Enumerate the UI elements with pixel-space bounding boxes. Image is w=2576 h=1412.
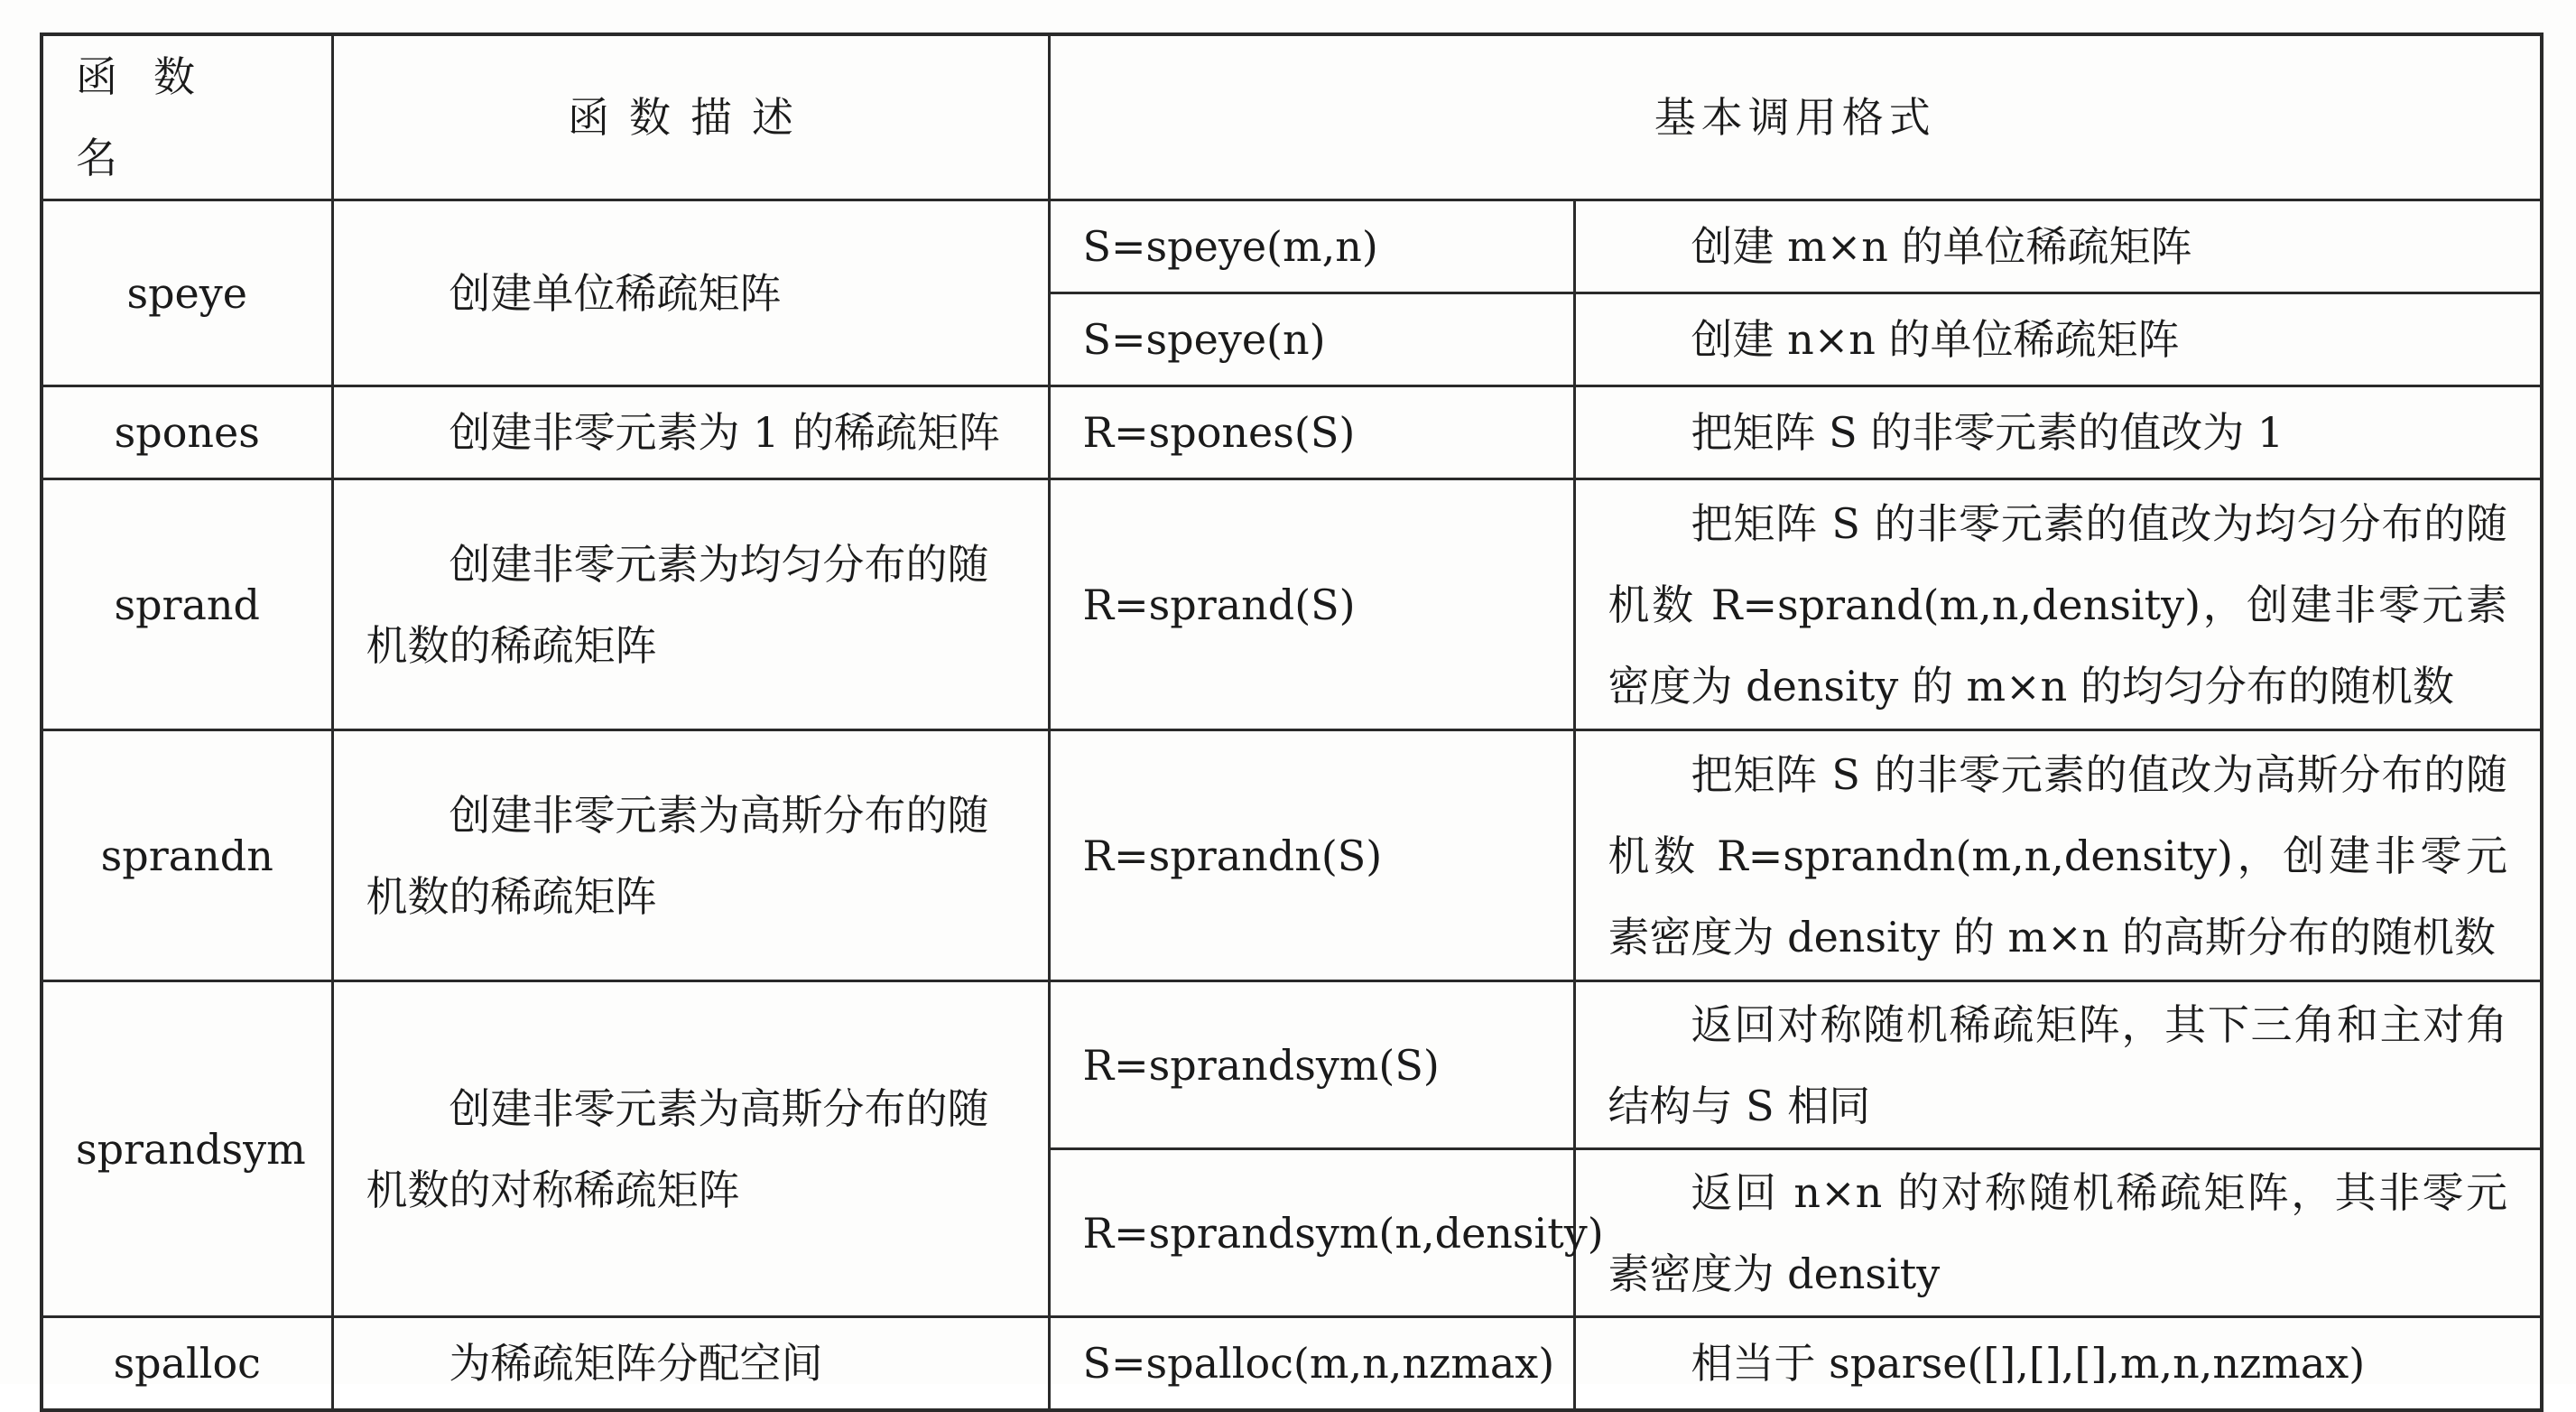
function-description: 创建非零元素为高斯分布的随机数的对称稀疏矩阵: [332, 981, 1049, 1317]
function-description: 创建非零元素为均匀分布的随机数的稀疏矩阵: [332, 479, 1049, 730]
call-format: R=spones(S): [1049, 386, 1574, 479]
call-note: 相当于 sparse([],[],[],m,n,nzmax): [1574, 1317, 2542, 1410]
call-format: S=speye(n): [1049, 293, 1574, 386]
function-name: spones: [42, 386, 332, 479]
header-function-name: 函数名: [42, 34, 332, 200]
sparse-function-table: [40, 33, 2544, 1412]
header-call-format: 基本调用格式: [1049, 34, 2542, 200]
function-name: spalloc: [42, 1317, 332, 1410]
call-format: R=sprandsym(n,density): [1049, 1149, 1574, 1317]
function-name: speye: [42, 200, 332, 386]
call-format: S=speye(m,n): [1049, 200, 1574, 293]
call-note: 把矩阵 S 的非零元素的值改为高斯分布的随机数 R=sprandn(m,n,density)，创建非零元素密度为 density 的 m×n 的高斯分布的随机数: [1574, 730, 2542, 981]
call-format: S=spalloc(m,n,nzmax): [1049, 1317, 1574, 1410]
call-note: 创建 m×n 的单位稀疏矩阵: [1574, 200, 2542, 293]
call-note: 把矩阵 S 的非零元素的值改为 1: [1574, 386, 2542, 479]
table-row: [42, 479, 2542, 730]
table-header-row: [42, 34, 2542, 200]
function-name: sprandsym: [42, 981, 332, 1317]
function-description: 为稀疏矩阵分配空间: [332, 1317, 1049, 1410]
function-name: sprand: [42, 479, 332, 730]
function-description: 创建单位稀疏矩阵: [332, 200, 1049, 386]
call-format: R=sprandn(S): [1049, 730, 1574, 981]
call-note: 返回对称随机稀疏矩阵，其下三角和主对角结构与 S 相同: [1574, 981, 2542, 1149]
call-note: 创建 n×n 的单位稀疏矩阵: [1574, 293, 2542, 386]
table-row: [42, 730, 2542, 981]
function-name: sprandn: [42, 730, 332, 981]
table-row: [42, 386, 2542, 479]
table-row: [42, 200, 2542, 293]
header-function-description: 函数描述: [332, 34, 1049, 200]
function-description: 创建非零元素为高斯分布的随机数的稀疏矩阵: [332, 730, 1049, 981]
call-note: 返回 n×n 的对称随机稀疏矩阵，其非零元素密度为 density: [1574, 1149, 2542, 1317]
table-row: [42, 981, 2542, 1149]
call-format: R=sprandsym(S): [1049, 981, 1574, 1149]
function-description: 创建非零元素为 1 的稀疏矩阵: [332, 386, 1049, 479]
call-note: 把矩阵 S 的非零元素的值改为均匀分布的随机数 R=sprand(m,n,density)，创建非零元素密度为 density 的 m×n 的均匀分布的随机数: [1574, 479, 2542, 730]
table-row: [42, 1317, 2542, 1410]
call-format: R=sprand(S): [1049, 479, 1574, 730]
